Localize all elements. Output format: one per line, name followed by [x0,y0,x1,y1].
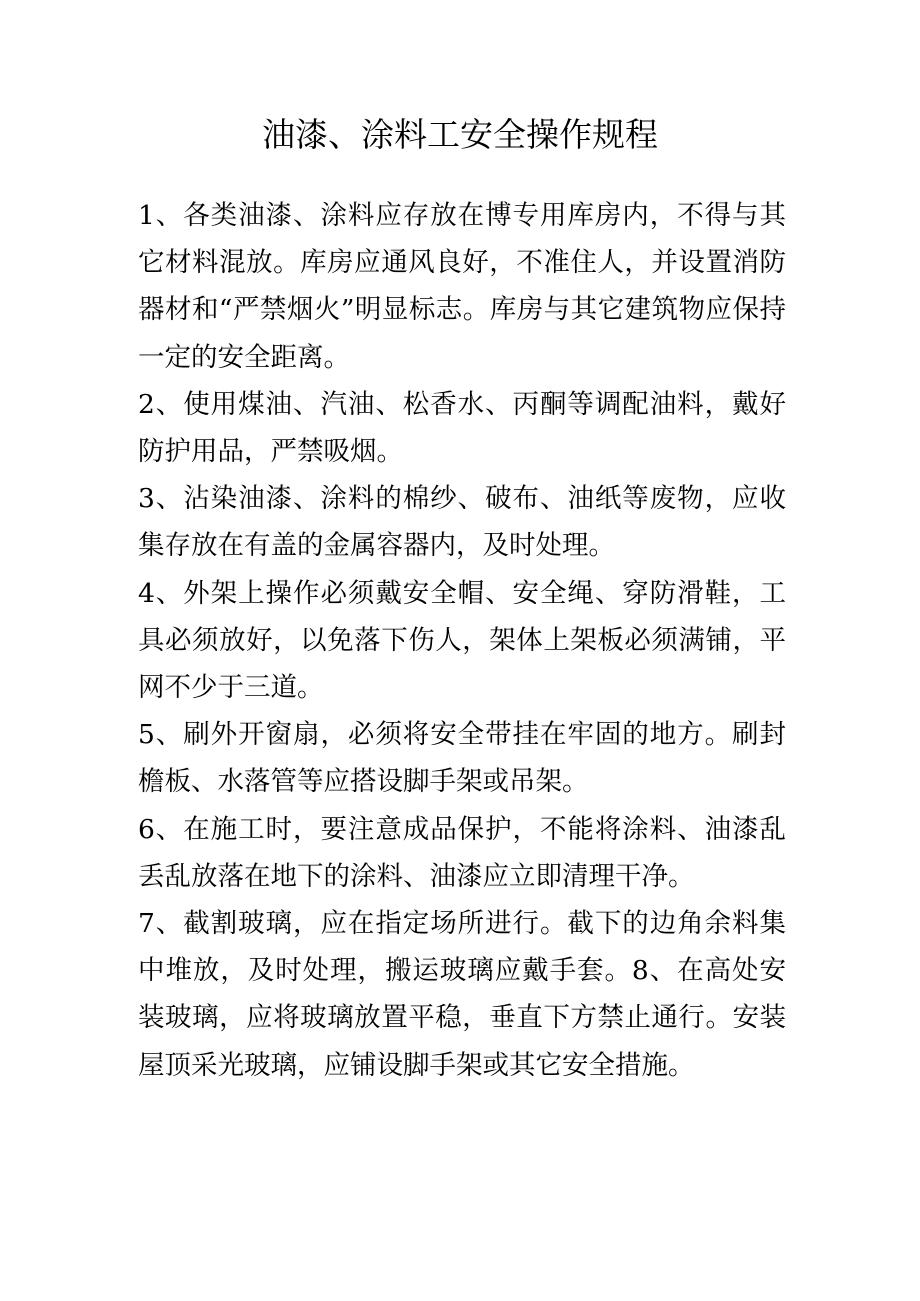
rule-paragraph-7: 7、截割玻璃，应在指定场所进行。截下的边角余料集中堆放，及时处理，搬运玻璃应戴手套。8、在高处安装玻璃，应将玻璃放置平稳，垂直下方禁止通行。安装屋顶采光玻璃，应铺设脚手架或其它安全措施。 [138,908,786,1081]
rule-paragraph-5: 5、刷外开窗扇，必须将安全带挂在牢固的地方。刷封檐板、水落管等应搭设脚手架或吊架。 [138,719,786,798]
document-body [138,192,786,1089]
rule-paragraph-4: 4、外架上操作必须戴安全帽、安全绳、穿防滑鞋，工具必须放好，以免落下伤人，架体上架板必须满铺，平网不少于三道。 [138,577,786,704]
rule-paragraph-1: 1、各类油漆、涂料应存放在博专用库房内，不得与其它材料混放。库房应通风良好，不准住人，并设置消防器材和“严禁烟火”明显标志。库房与其它建筑物应保持一定的安全距离。 [138,200,786,373]
rule-paragraph-6: 6、在施工时，要注意成品保护，不能将涂料、油漆乱丢乱放落在地下的涂料、油漆应立即清理干净。 [138,813,786,892]
document-title: 油漆、涂料工安全操作规程 [262,115,658,154]
rule-paragraph-3: 3、沾染油漆、涂料的棉纱、破布、油纸等废物，应收集存放在有盖的金属容器内，及时处理。 [138,483,786,562]
rule-paragraph-2: 2、使用煤油、汽油、松香水、丙酮等调配油料，戴好防护用品，严禁吸烟。 [138,388,786,468]
